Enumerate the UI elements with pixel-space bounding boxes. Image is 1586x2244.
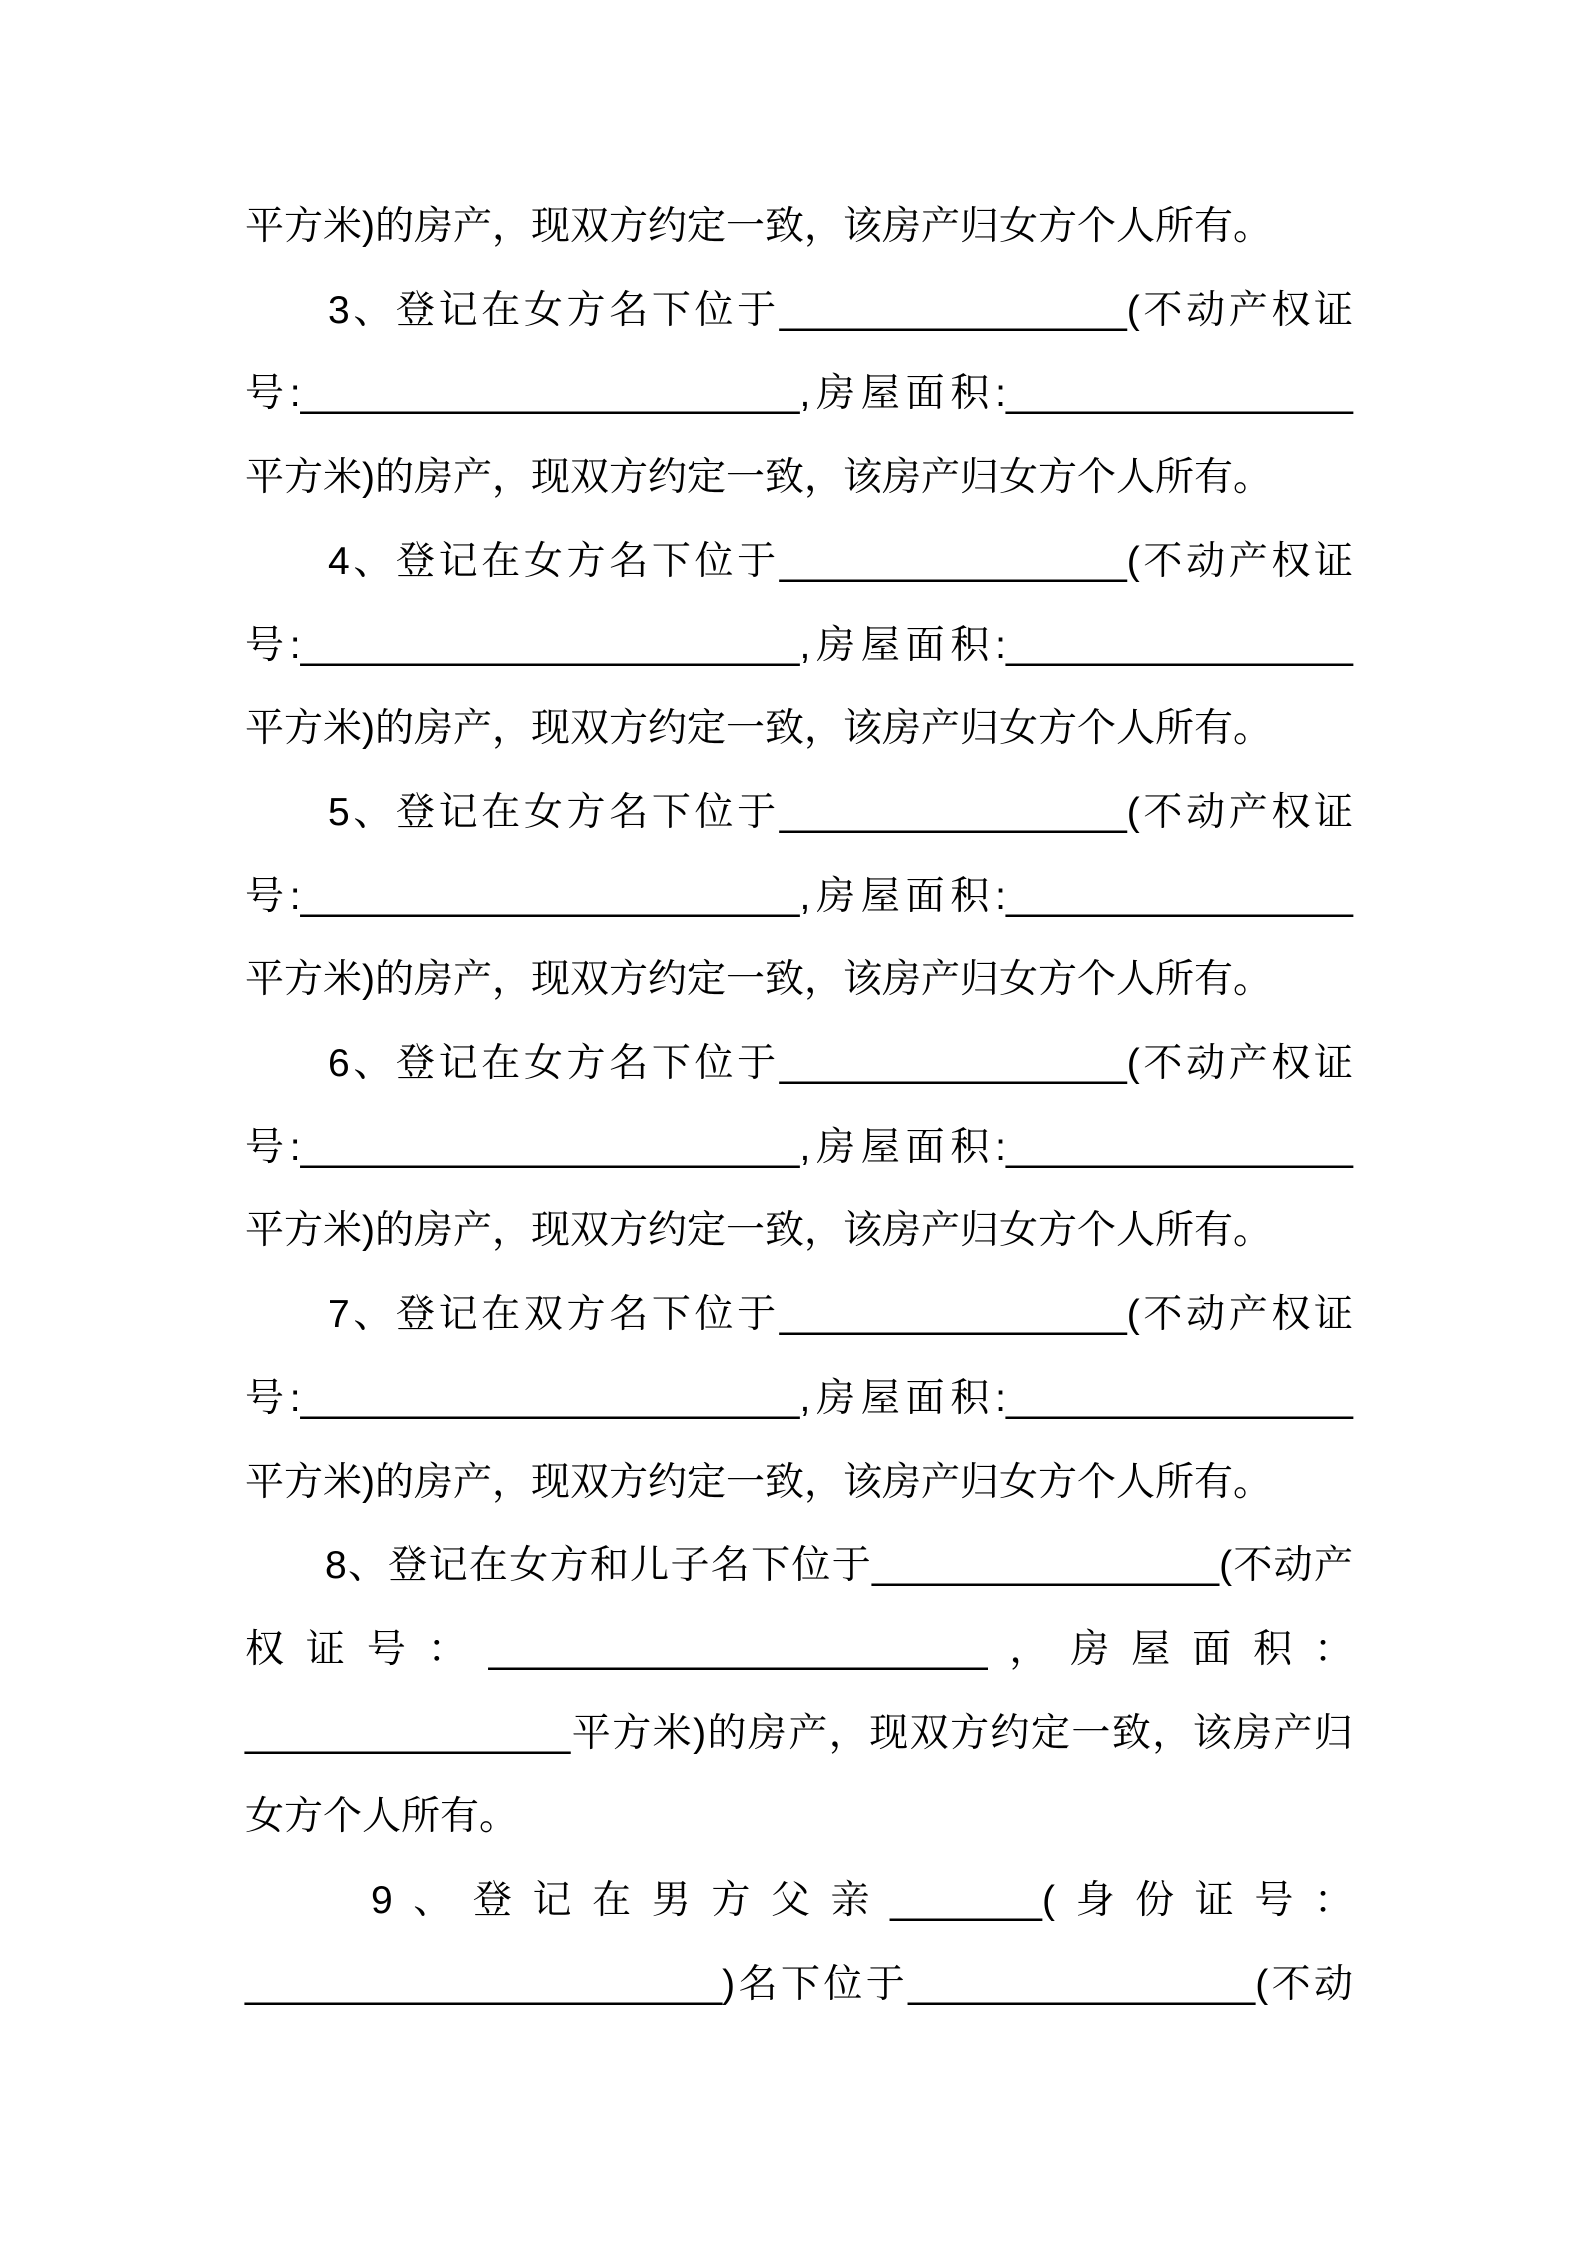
clause-5-line-2: 号:_______________________,房屋面积:________________	[245, 874, 1353, 918]
clause-7-line-3: 平方米)的房产，现双方约定一致，该房产归女方个人所有。	[245, 1460, 1272, 1504]
clause-6-line-1: 6、登记在女方名下位于________________(不动产权证	[328, 1042, 1353, 1086]
document-body	[245, 185, 1353, 2026]
clause-5	[245, 771, 1353, 1022]
clause-3-line-1: 3、登记在女方名下位于________________(不动产权证	[328, 288, 1353, 332]
clause-4-line-3: 平方米)的房产，现双方约定一致，该房产归女方个人所有。	[245, 707, 1272, 751]
clause-2-continuation	[245, 185, 1353, 269]
clause-8-line-2: 权证号：_______________________，房屋面积：	[245, 1627, 1353, 1671]
clause-9-line-1: 9、登记在男方父亲_______(身份证号：	[371, 1879, 1353, 1923]
clause-3	[245, 269, 1353, 520]
clause-6-line-2: 号:_______________________,房屋面积:________________	[245, 1125, 1353, 1169]
clause-7-line-2: 号:_______________________,房屋面积:________________	[245, 1376, 1353, 1420]
clause-9-line-2: ______________________)名下位于________________(不动	[245, 1962, 1353, 2006]
clause-4-line-2: 号:_______________________,房屋面积:________________	[245, 623, 1353, 667]
clause-9	[245, 1859, 1353, 2026]
clause-3-line-2: 号:_______________________,房屋面积:________________	[245, 372, 1353, 416]
clause-5-line-3: 平方米)的房产，现双方约定一致，该房产归女方个人所有。	[245, 958, 1272, 1002]
clause-8-line-1: 8、登记在女方和儿子名下位于________________(不动产	[325, 1544, 1353, 1588]
clause-4	[245, 520, 1353, 771]
clause-3-line-3: 平方米)的房产，现双方约定一致，该房产归女方个人所有。	[245, 456, 1272, 500]
clause-2-last-line: 平方米)的房产，现双方约定一致，该房产归女方个人所有。	[245, 205, 1272, 248]
clause-6	[245, 1022, 1353, 1273]
clause-6-line-3: 平方米)的房产，现双方约定一致，该房产归女方个人所有。	[245, 1209, 1272, 1253]
clause-7-line-1: 7、登记在双方名下位于________________(不动产权证	[328, 1293, 1353, 1337]
clause-8-line-3: _______________平方米)的房产，现双方约定一致，该房产归	[245, 1711, 1353, 1755]
clause-8	[245, 1524, 1353, 1859]
clause-8-line-4: 女方个人所有。	[245, 1795, 519, 1839]
clause-5-line-1: 5、登记在女方名下位于________________(不动产权证	[328, 790, 1353, 834]
clause-7	[245, 1273, 1353, 1524]
clause-4-line-1: 4、登记在女方名下位于________________(不动产权证	[328, 539, 1353, 583]
